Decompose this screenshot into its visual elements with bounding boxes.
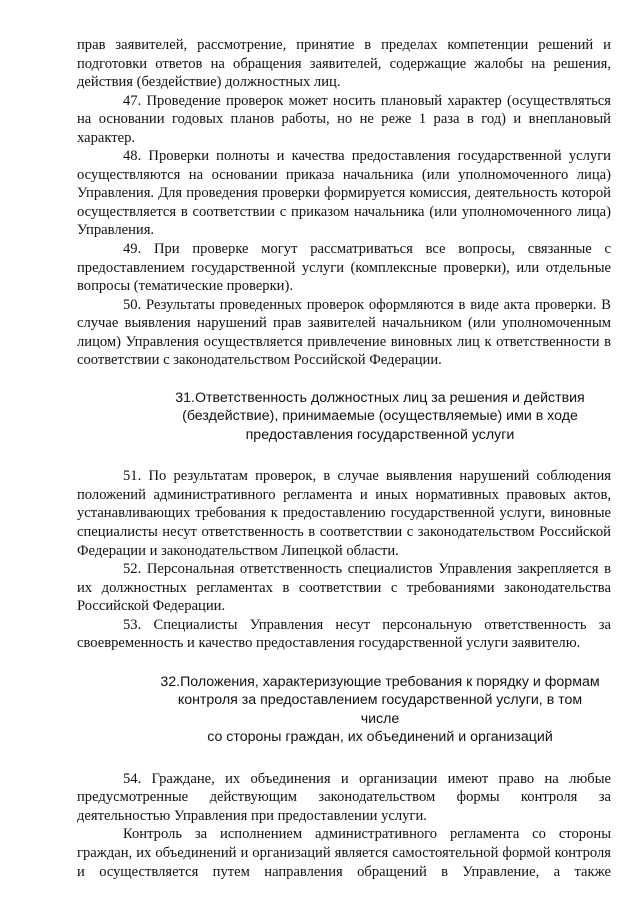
heading-31-line-2: (бездействие), принимаемые (осуществляемые) ими в ходе [182, 408, 578, 425]
paragraph-53: 53. Специалисты Управления несут персональную ответственность за своевременность и качество предоставления государственной услуги заявителю. [77, 616, 611, 652]
paragraph-continuation: прав заявителей, рассмотрение, принятие в пределах компетенции решений и подготовки ответов на обращения заявителей, содержащие жалобы на решения, действия (бездействие) должностных лиц. [77, 37, 611, 91]
document-page [77, 36, 611, 881]
heading-32-line-1: 32.Положения, характеризующие требования к порядку и формам [160, 673, 600, 690]
heading-32-line-3: со стороны граждан, их объединений и организаций [207, 729, 553, 746]
section-heading-31 [77, 389, 611, 445]
paragraph-47: 47. Проведение проверок может носить плановый характер (осуществляться на основании годовых планов работы, но не реже 1 раза в год) и внеплановый характер. [77, 92, 611, 146]
heading-31-line-3: предоставления государственной услуги [245, 426, 515, 443]
paragraph-citizen-control: Контроль за исполнением административного регламента со стороны граждан, их объединений и организаций является самостоятельной формой контроля и осуществляется путем направления обращений в Управление, а также [77, 826, 611, 880]
paragraph-49: 49. При проверке могут рассматриваться все вопросы, связанные с предоставлением государственной услуги (комплексные проверки), или отдельные вопросы (тематические проверки). [77, 241, 611, 295]
heading-31-line-1: 31.Ответственность должностных лиц за решения и действия [175, 389, 585, 406]
heading-32-line-2: контроля за предоставлением государственной услуги, в том числе [177, 692, 583, 727]
paragraph-48: 48. Проверки полноты и качества предоставления государственной услуги осуществляются на основании приказа начальника (или уполномоченного лица) Управления. Для проведения проверки формируется комиссия, деятельность которой осуществляется в соответствии с приказом начальника (или уполномоченного лица) Управления. [77, 148, 611, 239]
paragraph-52: 52. Персональная ответственность специалистов Управления закрепляется в их должностных регламентах в соответствии с требованиями законодательства Российской Федерации. [77, 561, 611, 615]
paragraph-51: 51. По результатам проверок, в случае выявления нарушений соблюдения положений административного регламента и иных нормативных правовых актов, устанавливающих требования к предоставлению государственной услуги, виновные специалисты несут ответственность в соответствии с законодательством Российской Федерации и законодательством Липецкой области. [77, 468, 611, 559]
paragraph-54: 54. Граждане, их объединения и организации имеют право на любые предусмотренные действующим законодательством формы контроля за деятельностью Управления при предоставлении услуги. [77, 770, 611, 824]
section-heading-32 [77, 673, 611, 747]
paragraph-50: 50. Результаты проведенных проверок оформляются в виде акта проверки. В случае выявления нарушений прав заявителей начальником (или уполномоченным лицом) Управления осуществляется привлечение виновных лиц к ответственности в соответствии с законодательством Российской Федерации. [77, 296, 611, 369]
